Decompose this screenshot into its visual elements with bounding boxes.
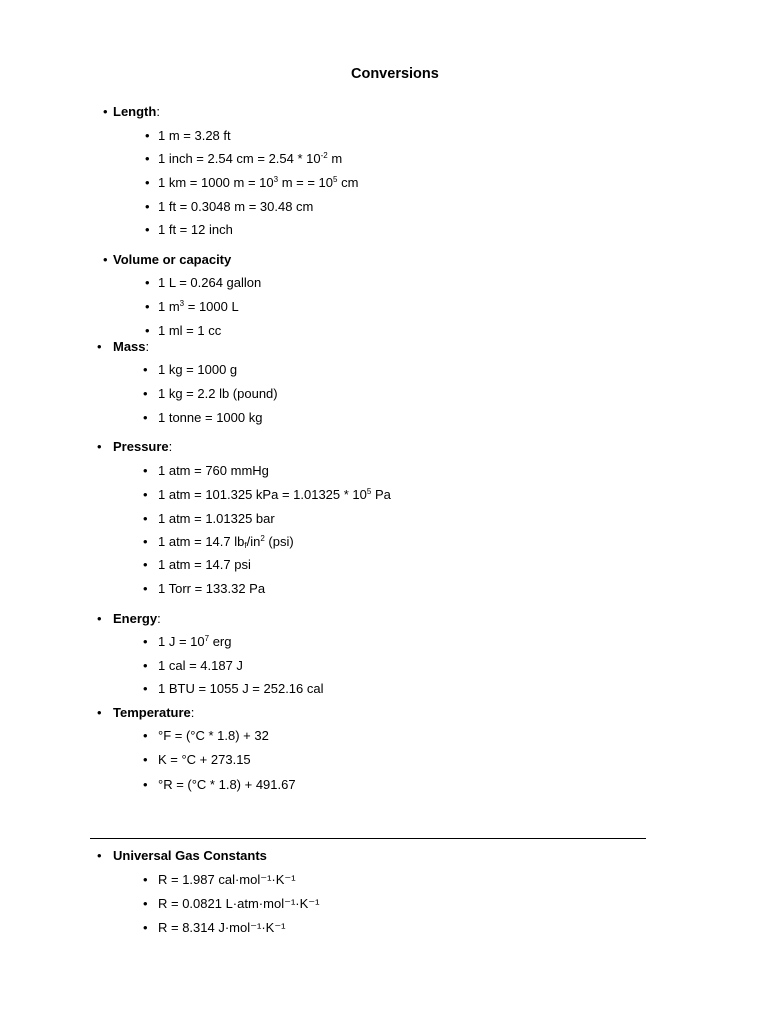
gas-heading: Universal Gas Constants bbox=[113, 848, 267, 863]
gas-item: R = 8.314 J·mol⁻¹·K⁻¹ bbox=[158, 920, 286, 935]
bullet-marker: • bbox=[143, 681, 148, 696]
bullet-marker: • bbox=[143, 463, 148, 478]
bullet-marker: • bbox=[143, 752, 148, 767]
bullet-marker: • bbox=[145, 299, 150, 314]
bullet-marker: • bbox=[143, 534, 148, 549]
bullet-marker: • bbox=[145, 323, 150, 338]
bullet-marker: • bbox=[143, 487, 148, 502]
length-item: 1 inch = 2.54 cm = $2.54 * 10^{-2}$ m bbox=[158, 151, 343, 166]
bullet-marker: • bbox=[143, 581, 148, 596]
length-item: 1 km = 1000 $m = 10^3$ m = = $10^5$ cm bbox=[158, 175, 359, 190]
temperature-item: °F = (°C * 1.8) + 32 bbox=[158, 728, 269, 743]
bullet-marker: • bbox=[145, 151, 150, 166]
bullet-marker: • bbox=[143, 511, 148, 526]
length-heading: Length: bbox=[113, 104, 160, 119]
bullet-marker: • bbox=[145, 199, 150, 214]
bullet-marker: • bbox=[143, 872, 148, 887]
bullet-marker: • bbox=[97, 339, 102, 354]
temperature-heading: Temperature: bbox=[113, 705, 195, 720]
horizontal-divider bbox=[90, 838, 646, 839]
bullet-marker: • bbox=[143, 410, 148, 425]
bullet-marker: • bbox=[143, 557, 148, 572]
temperature-item: K = °C + 273.15 bbox=[158, 752, 251, 767]
bullet-marker: • bbox=[97, 439, 102, 454]
energy-item: 1 cal = 4.187 J bbox=[158, 658, 243, 673]
energy-item: 1 $J = 10^7$ erg bbox=[158, 634, 232, 649]
bullet-marker: • bbox=[145, 222, 150, 237]
bullet-marker: • bbox=[143, 634, 148, 649]
pressure-item: 1 atm = 14.7 psi bbox=[158, 557, 251, 572]
mass-item: 1 tonne = 1000 kg bbox=[158, 410, 263, 425]
mass-item: 1 kg = 1000 g bbox=[158, 362, 238, 377]
gas-item: R = 1.987 cal·mol⁻¹·K⁻¹ bbox=[158, 872, 296, 887]
pressure-item: 1 atm = 14.7 $lb_f/in^2$ (psi) bbox=[158, 534, 294, 550]
bullet-marker: • bbox=[145, 128, 150, 143]
volume-item: 1 ml = 1 cc bbox=[158, 323, 222, 338]
energy-heading: Energy: bbox=[113, 611, 161, 626]
bullet-marker: • bbox=[103, 104, 108, 119]
bullet-marker: • bbox=[97, 848, 102, 863]
bullet-marker: • bbox=[143, 920, 148, 935]
bullet-marker: • bbox=[143, 658, 148, 673]
pressure-item: 1 atm = 1.01325 bar bbox=[158, 511, 275, 526]
length-item: 1 m = 3.28 ft bbox=[158, 128, 231, 143]
pressure-heading: Pressure: bbox=[113, 439, 173, 454]
length-item: 1 ft = 0.3048 m = 30.48 cm bbox=[158, 199, 314, 214]
bullet-marker: • bbox=[143, 728, 148, 743]
bullet-marker: • bbox=[143, 896, 148, 911]
pressure-item: 1 Torr = 133.32 Pa bbox=[158, 581, 266, 596]
pressure-item: 1 atm = 760 mmHg bbox=[158, 463, 269, 478]
temperature-item: °R = (°C * 1.8) + 491.67 bbox=[158, 777, 296, 792]
gas-item: R = 0.0821 L·atm·mol⁻¹·K⁻¹ bbox=[158, 896, 320, 911]
bullet-marker: • bbox=[143, 362, 148, 377]
bullet-marker: • bbox=[97, 705, 102, 720]
mass-item: 1 kg = 2.2 lb (pound) bbox=[158, 386, 278, 401]
bullet-marker: • bbox=[103, 252, 108, 267]
energy-item: 1 BTU = 1055 J = 252.16 cal bbox=[158, 681, 324, 696]
bullet-marker: • bbox=[143, 777, 148, 792]
mass-heading: Mass: bbox=[113, 339, 150, 354]
bullet-marker: • bbox=[97, 611, 102, 626]
bullet-marker: • bbox=[145, 175, 150, 190]
length-item: 1 ft = 12 inch bbox=[158, 222, 233, 237]
volume-item: 1 L = 0.264 gallon bbox=[158, 275, 262, 290]
pressure-item: 1 atm = 101.325 kPa = $1.01325 * 10^5$ Pa bbox=[158, 487, 391, 502]
bullet-marker: • bbox=[143, 386, 148, 401]
bullet-marker: • bbox=[145, 275, 150, 290]
page-title: Conversions bbox=[351, 66, 439, 82]
volume-heading: Volume or capacity bbox=[113, 252, 232, 267]
volume-item: 1 $m^3 = 1000$ L bbox=[158, 299, 239, 314]
